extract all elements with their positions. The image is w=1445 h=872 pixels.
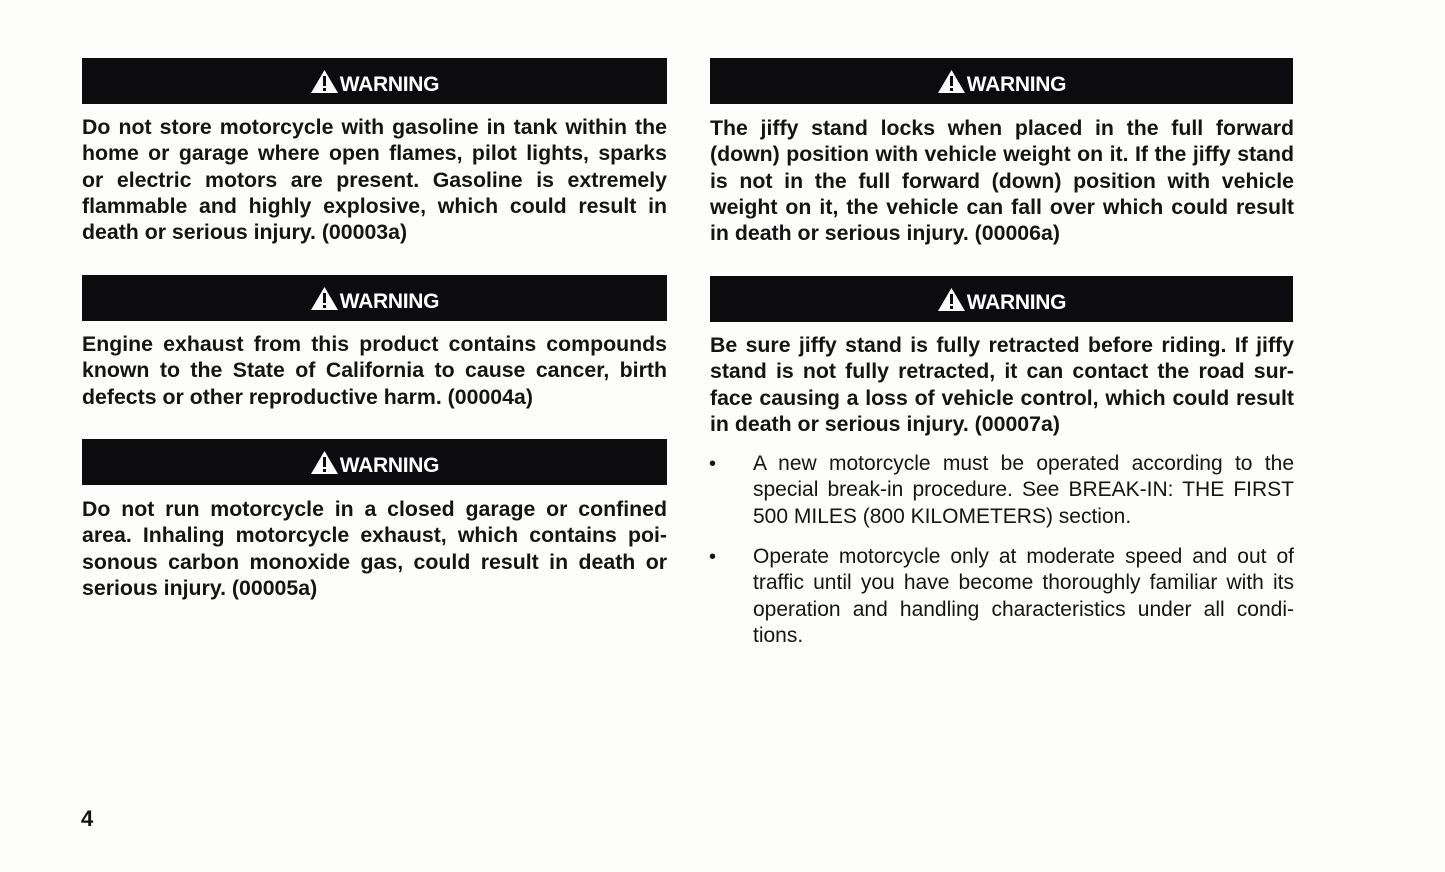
- warning-banner: [710, 58, 1293, 104]
- bullet-item: [709, 451, 1295, 531]
- text-line: flammable and highly explosive, which could result in: [82, 193, 667, 218]
- text-line: or electric motors are present. Gasoline is extremely: [82, 167, 667, 192]
- bullet-marker: •: [709, 453, 717, 475]
- warning-banner: [82, 58, 667, 104]
- text-line: 500 MILES (800 KILOMETERS) section.: [753, 504, 1132, 528]
- text-line: tions.: [753, 623, 804, 647]
- text-line: The jiffy stand locks when placed in the full forward: [710, 116, 1294, 140]
- text-line: serious injury. (00005a): [82, 575, 318, 600]
- warning-label: WARNING: [339, 453, 440, 477]
- text-line: in death or serious injury. (00007a): [710, 411, 1060, 436]
- warning-triangle-icon: [310, 286, 339, 311]
- text-line: death or serious injury. (00003a): [82, 220, 408, 245]
- warning-triangle-icon: [310, 69, 339, 94]
- text-line: Operate motorcycle only at moderate speed and out of: [753, 545, 1294, 568]
- text-line: special break-in procedure. See BREAK-IN: THE FIRST: [753, 478, 1294, 502]
- text-line: traffic until you have become thoroughly familiar with its: [753, 571, 1294, 595]
- text-line: Be sure jiffy stand is fully retracted before riding. If jiffy: [710, 333, 1294, 357]
- text-line: is not in the full forward (down) position with vehicle: [710, 168, 1294, 193]
- warning-banner: [82, 275, 667, 321]
- text-line: stand is not fully retracted, it can contact the road sur-: [710, 359, 1294, 384]
- warning-label: WARNING: [339, 72, 440, 96]
- page-number: 4: [81, 806, 94, 831]
- text-line: sonous carbon monoxide gas, could result in death or: [82, 549, 667, 574]
- text-line: face causing a loss of vehicle control, which could result: [710, 385, 1294, 410]
- warning-banner: [710, 276, 1293, 322]
- warning-label: WARNING: [966, 72, 1067, 96]
- warning-triangle-icon: [937, 69, 966, 94]
- text-line: (down) position with vehicle weight on it. If the jiffy stand: [710, 142, 1294, 167]
- bullet-item: [709, 544, 1295, 650]
- bullet-marker: •: [709, 546, 717, 568]
- warning-text: [710, 115, 1294, 246]
- text-line: A new motorcycle must be operated according to the: [753, 452, 1294, 475]
- text-line: in death or serious injury. (00006a): [710, 221, 1060, 246]
- warning-text: [82, 331, 667, 410]
- text-line: known to the State of California to cause cancer, birth: [82, 358, 667, 383]
- text-line: operation and handling characteristics under all condi-: [753, 597, 1294, 621]
- warning-text: [82, 496, 667, 601]
- warning-text: [710, 332, 1294, 437]
- warning-triangle-icon: [937, 287, 966, 312]
- warning-triangle-icon: [310, 450, 339, 475]
- text-line: home or garage where open flames, pilot lights, sparks: [82, 141, 667, 166]
- warning-label: WARNING: [966, 290, 1067, 314]
- text-line: area. Inhaling motorcycle exhaust, which contains poi-: [82, 523, 667, 548]
- text-line: Engine exhaust from this product contains compounds: [82, 332, 667, 356]
- warning-text: [82, 114, 667, 245]
- text-line: weight on it, the vehicle can fall over which could result: [710, 194, 1294, 219]
- text-line: Do not run motorcycle in a closed garage or confined: [82, 497, 667, 521]
- warning-label: WARNING: [339, 289, 440, 313]
- warning-banner: [82, 439, 667, 485]
- text-line: Do not store motorcycle with gasoline in tank within the: [82, 115, 667, 139]
- text-line: defects or other reproductive harm. (00004a): [82, 384, 533, 409]
